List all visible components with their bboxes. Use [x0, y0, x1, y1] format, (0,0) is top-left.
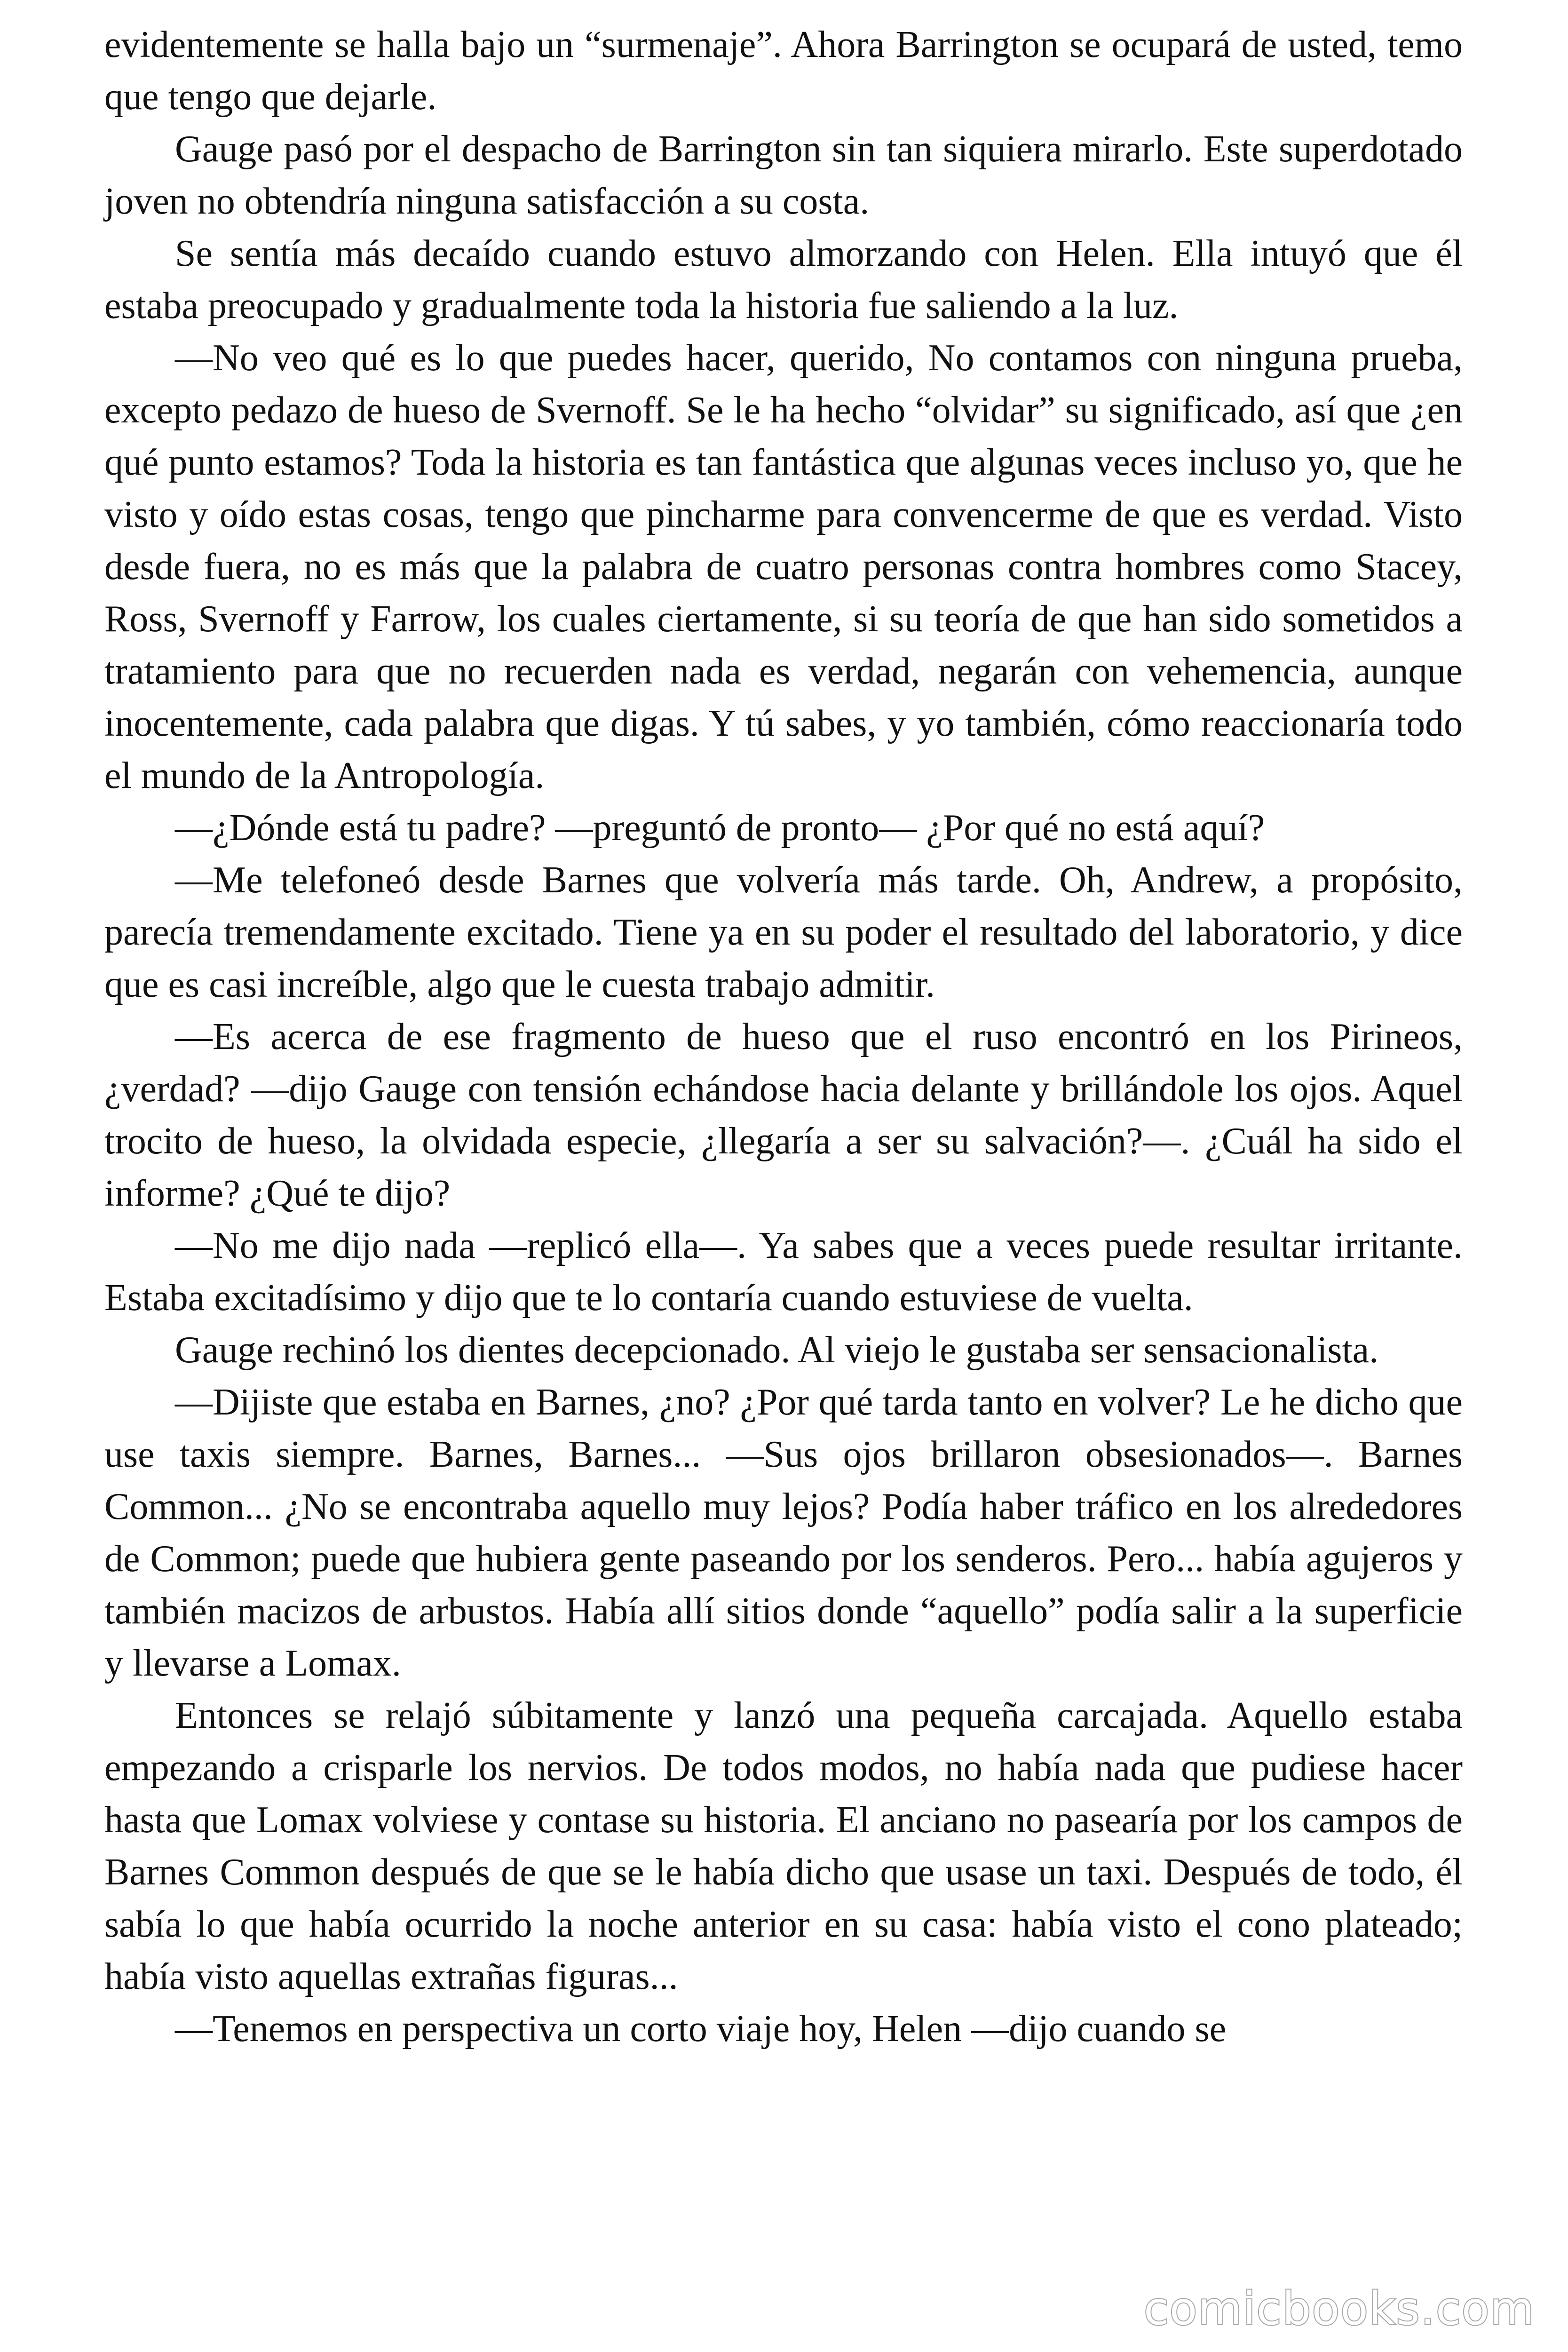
- book-page: [104, 19, 1463, 2055]
- paragraph-3: Se sentía más decaído cuando estuvo almorzando con Helen. Ella intuyó que él estaba preocupado y gradualmente toda la historia fue saliendo a la luz.: [104, 233, 1463, 326]
- paragraph-7: —Es acerca de ese fragmento de hueso que el ruso encontró en los Pirineos, ¿verdad? —dijo Gauge con tensión echándose hacia delante y brillándole los ojos. Aquel trocito de hueso, la olvidada especie, ¿llegaría a ser su salvación?—. ¿Cuál ha sido el informe? ¿Qué te dijo?: [104, 1016, 1463, 1214]
- paragraph-11: Entonces se relajó súbitamente y lanzó una pequeña carcajada. Aquello estaba empezando a crisparle los nervios. De todos modos, no había nada que pudiese hacer hasta que Lomax volviese y contase su historia. El anciano no pasearía por los campos de Barnes Common después de que se le había dicho que usase un taxi. Después de todo, él sabía lo que había ocurrido la noche anterior en su casa: había visto el cono plateado; había visto aquellas extrañas figuras...: [104, 1695, 1463, 1997]
- paragraph-8: —No me dijo nada —replicó ella—. Ya sabes que a veces puede resultar irritante. Estaba excitadísimo y dijo que te lo contaría cuando estuviese de vuelta.: [104, 1225, 1463, 1319]
- paragraph-12: —Tenemos en perspectiva un corto viaje hoy, Helen —dijo cuando se: [175, 2008, 1227, 2050]
- paragraph-6: —Me telefoneó desde Barnes que volvería más tarde. Oh, Andrew, a propósito, parecía tremendamente excitado. Tiene ya en su poder el resultado del laboratorio, y dice que es casi increíble, algo que le cuesta trabajo admitir.: [104, 859, 1463, 1005]
- paragraph-1: evidentemente se halla bajo un “surmenaje”. Ahora Barrington se ocupará de usted, temo que tengo que dejarle.: [104, 24, 1463, 118]
- paragraph-5: —¿Dónde está tu padre? —preguntó de pronto— ¿Por qué no está aquí?: [175, 807, 1265, 849]
- paragraph-9: Gauge rechinó los dientes decepcionado. Al viejo le gustaba ser sensacionalista.: [175, 1329, 1379, 1371]
- paragraph-4: —No veo qué es lo que puedes hacer, querido, No contamos con ninguna prueba, excepto pedazo de hueso de Svernoff. Se le ha hecho “olvidar” su significado, así que ¿en qué punto estamos? Toda la historia es tan fantástica que algunas veces incluso yo, que he visto y oído estas cosas, tengo que pincharme para convencerme de que es verdad. Visto desde fuera, no es más que la palabra de cuatro personas contra hombres como Stacey, Ross, Svernoff y Farrow, los cuales ciertamente, si su teoría de que han sido sometidos a tratamiento para que no recuerden nada es verdad, negarán con vehemencia, aunque inocentemente, cada palabra que digas. Y tú sabes, y yo también, cómo reaccionaría todo el mundo de la Antropología.: [104, 337, 1463, 796]
- paragraph-10: —Dijiste que estaba en Barnes, ¿no? ¿Por qué tarda tanto en volver? Le he dicho que use taxis siempre. Barnes, Barnes... —Sus ojos brillaron obsesionados—. Barnes Common... ¿No se encontraba aquello muy lejos? Podía haber tráfico en los alrededores de Common; puede que hubiera gente paseando por los senderos. Pero... había agujeros y también macizos de arbustos. Había allí sitios donde “aquello” podía salir a la superficie y llevarse a Lomax.: [104, 1382, 1463, 1684]
- paragraph-2: Gauge pasó por el despacho de Barrington sin tan siquiera mirarlo. Este superdotado joven no obtendría ninguna satisfacción a su costa.: [104, 128, 1463, 222]
- watermark-logo: comicbooks.com: [1143, 2282, 1535, 2335]
